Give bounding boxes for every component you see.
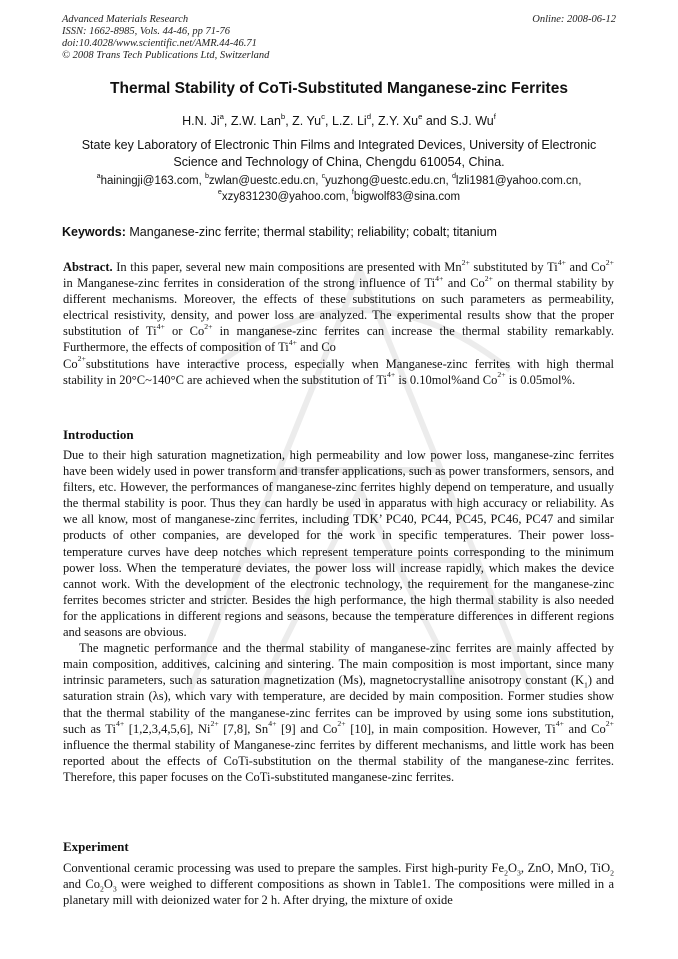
abstract-text: substitutions have interactive process, especially when Manganese-zinc ferrites with high thermal stability in 20°C~140°C are achieved when the substitution of Ti bbox=[63, 356, 614, 387]
paragraph: Due to their high saturation magnetization, high permeability and low power loss, manganese-zinc ferrites have been widely used in power transform and transfer applications, such as power transformers, sensors, and filters, etc. However, the performances of manganese-zinc ferrites highly depend on temperature, and usually the thermal stability is poor. Thus they can hardly be used in apparatus with high accuracy or reliability. As we all know, most of manganese-zinc ferrites, including TDK’ PC40, PC44, PC45, PC46, PC47 and similar products of other companies, are developed for the work in specific temperatures. Their power loss-temperature curves have deep notches which represent temperature points corresponding to the minimum power loss. When the temperature deviates, the power loss will increase rapidly, which makes the device cannot work. With the development of the electronic technology, the requirement for the manganese-zinc ferrites becomes stricter and stricter. Besides the high performance, the high thermal stability is also needed for the applications in different regions and seasons, because the temperature differences in different regions and seasons are obvious. bbox=[63, 448, 614, 640]
author-separator: , bbox=[325, 114, 332, 128]
author-affil-mark: a bbox=[219, 111, 224, 121]
author-affil-mark: e bbox=[418, 111, 423, 121]
author-affil-mark: c bbox=[321, 111, 326, 121]
abstract-text: and Co bbox=[297, 340, 336, 355]
issn-line: ISSN: 1662-8985, Vols. 44-46, pp 71-76 bbox=[62, 26, 230, 37]
email-line: $^e$xzy831230@yahoo.com, $^f$bigwolf83@sina.com bbox=[217, 188, 461, 203]
ion-charge: 2+ bbox=[77, 354, 86, 364]
abstract-text: or Co bbox=[164, 324, 205, 339]
introduction-body bbox=[63, 447, 614, 785]
author-affil-mark: b bbox=[280, 111, 286, 121]
experiment-body bbox=[63, 860, 614, 908]
author-affil-mark: d bbox=[366, 111, 372, 121]
email-link[interactable]: lzli1981@yahoo.com.cn bbox=[455, 175, 579, 187]
paragraph: The magnetic performance and the thermal stability of manganese-zinc ferrites are mainly affected by main composition, additives, calcining and sintering. The main composition is most important, since many intrinsic parameters, such as saturation magnetization (Ms), magnetocrystalline anisotropy constant $(K_1)$ and saturation strain (λs), which vary with temperature, are decided by main composition. Former studies show that the thermal stability of the manganese-zinc ferrites can be improved by using some ions substitution, such as $Ti^{4+}$ [1,2,3,4,5,6], $Ni^{2+}$ [7,8], $Sn^{4+}$ [9] and $Co^{2+}$ [10], in main composition. However, $Ti^{4+}$ and $Co^{2+}$ influence the thermal stability of Manganese-zinc ferrites by different mechanisms, and little work has been reported about the effects of CoTi-substitution on the thermal stability of the manganese-zinc ferrites. Therefore, this paper focuses on the CoTi-substituted manganese-zinc ferrites. bbox=[63, 641, 615, 784]
keywords-label: Keywords: bbox=[62, 225, 126, 239]
ion-charge: 2+ bbox=[204, 322, 213, 332]
section-heading-experiment: Experiment bbox=[63, 839, 129, 854]
journal-name: Advanced Materials Research bbox=[62, 14, 189, 25]
online-date: Online: 2008-06-12 bbox=[532, 14, 616, 25]
paper-title: Thermal Stability of CoTi-Substituted Manganese-zinc Ferrites bbox=[110, 80, 568, 97]
ion-charge: 2+ bbox=[497, 370, 506, 380]
author: H.N. Ji bbox=[182, 114, 220, 128]
author: L.Z. Li bbox=[331, 114, 367, 128]
abstract-text: is 0.05mol%. bbox=[505, 372, 576, 387]
ion-charge: 2+ bbox=[605, 257, 615, 267]
email-link[interactable]: zwlan@uestc.edu.cn bbox=[208, 175, 316, 187]
abstract-text: and Co bbox=[443, 276, 485, 291]
abstract-text: is 0.10mol%and Co bbox=[395, 372, 498, 387]
ion-charge: 4+ bbox=[156, 322, 165, 332]
email-link[interactable]: hainingji@163.com bbox=[100, 175, 199, 187]
email-link[interactable]: yuzhong@uestc.edu.cn bbox=[325, 175, 446, 187]
abstract-text: In this paper, several new main compositions are presented with Mn bbox=[116, 260, 462, 274]
ion-charge: 2+ bbox=[484, 273, 494, 283]
ion-charge: 4+ bbox=[288, 338, 298, 348]
abstract-text: in Manganese-zinc ferrites in consideration of the strong influence of Ti bbox=[63, 276, 436, 291]
ion-charge: 4+ bbox=[387, 370, 396, 380]
section-heading-introduction: Introduction bbox=[63, 427, 134, 442]
keywords-text: Manganese-zinc ferrite; thermal stability; reliability; cobalt; titanium bbox=[129, 225, 497, 239]
journal-header bbox=[62, 14, 616, 62]
email-link[interactable]: xzy831230@yahoo.com bbox=[221, 191, 346, 203]
author-emails bbox=[40, 173, 638, 205]
ion-charge: 2+ bbox=[461, 257, 470, 267]
abstract bbox=[63, 259, 614, 388]
affiliation bbox=[60, 137, 618, 171]
ion-charge: 4+ bbox=[557, 257, 566, 267]
copyright-line: © 2008 Trans Tech Publications Ltd, Switzerland bbox=[62, 50, 270, 61]
ion-charge: 4+ bbox=[435, 273, 444, 283]
author: S.J. Wu bbox=[450, 114, 494, 128]
affiliation-line: Science and Technology of China, Chengdu 610054, China. bbox=[173, 155, 505, 169]
abstract-text: Co bbox=[63, 356, 78, 371]
email-line: $^a$hainingji@163.com, $^b$zwlan@uestc.edu.cn, $^c$yuzhong@uestc.edu.cn, $^d$lzli1981@yahoo.com.cn, bbox=[96, 172, 582, 187]
affiliation-line: State key Laboratory of Electronic Thin Films and Integrated Devices, University of Electronic bbox=[81, 138, 597, 152]
author: Z.W. Lan bbox=[230, 114, 281, 128]
author-separator: , bbox=[371, 114, 378, 128]
author: Z. Yu bbox=[292, 114, 322, 128]
author: Z.Y. Xu bbox=[377, 114, 419, 128]
paragraph: Conventional ceramic processing was used to prepare the samples. First high-purity $Fe_2O_3$, ZnO, MnO, TiO$_2$ and $Co_2O_3$ were weighed to different compositions as shown in Table1. The compositions were milled in a planetary mill with deionized water for 2 h. After drying, the mixture of oxide bbox=[63, 861, 614, 908]
author-separator: , bbox=[285, 114, 293, 128]
author-list bbox=[0, 111, 678, 128]
abstract-label: Abstract. bbox=[63, 260, 113, 274]
author-separator: , bbox=[223, 114, 231, 128]
abstract-text: on thermal stability by different mechanisms. Moreover, the effects of these substitutions on such parameters as permeability, electrical resistivity, density, and power loss are analyzed. The experimental results show that the proper substitution of Ti bbox=[63, 276, 614, 339]
abstract-text: substituted by Ti bbox=[469, 260, 558, 274]
abstract-text: and Co bbox=[565, 260, 606, 274]
author-separator: and bbox=[422, 114, 451, 128]
doi-line: doi:10.4028/www.scientific.net/AMR.44-46.71 bbox=[62, 38, 257, 49]
author-affil-mark: f bbox=[493, 111, 496, 121]
email-link[interactable]: bigwolf83@sina.com bbox=[353, 191, 461, 203]
abstract-text: in manganese-zinc ferrites can increase the thermal stability remarkably. Furthermore, the effects of composition of Ti bbox=[63, 324, 615, 355]
keywords bbox=[62, 225, 618, 239]
